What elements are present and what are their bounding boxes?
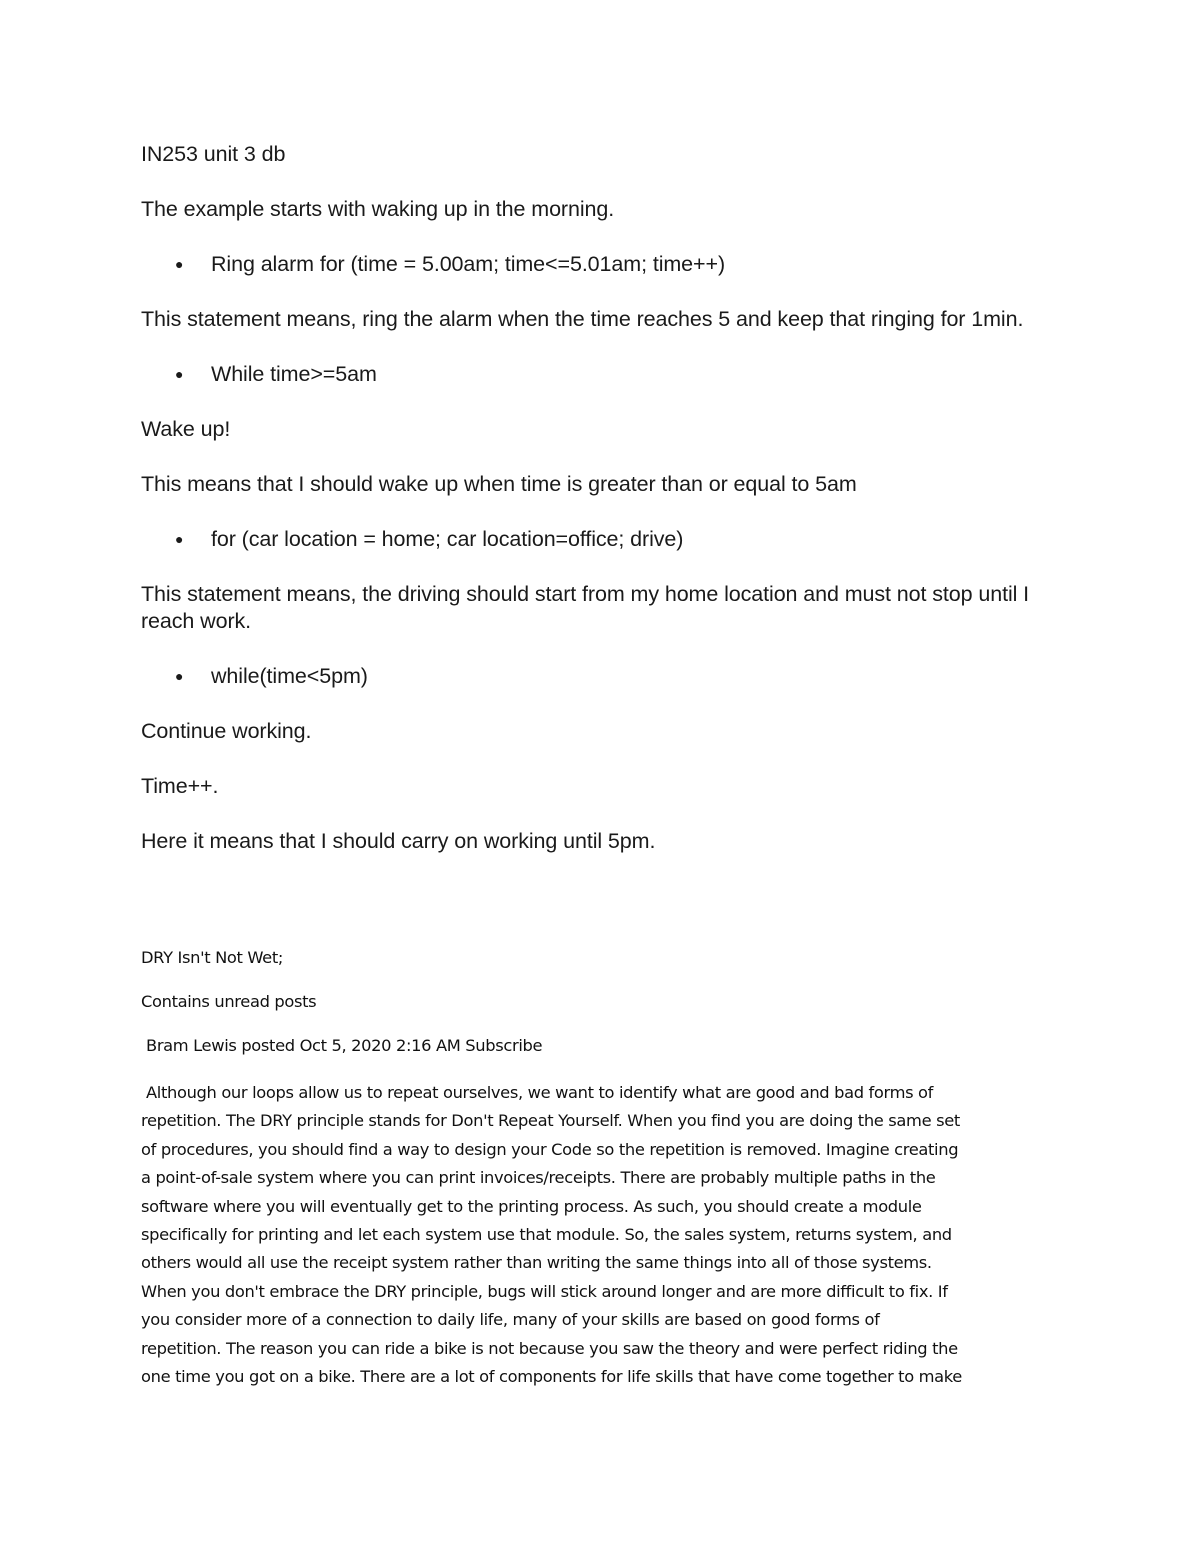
bullet-dot-icon: ● (175, 668, 184, 684)
bullet-text: While time>=5am (211, 362, 377, 386)
post-body-line: of procedures, you should find a way to design your Code so the repetition is removed. Imagine creating (141, 1139, 959, 1159)
post-body-line: repetition. The DRY principle stands for Don't Repeat Yourself. When you find you are doing the same set (141, 1111, 960, 1131)
explanation-paragraph: Here it means that I should carry on working until 5pm. (141, 829, 656, 853)
explanation-paragraph: This statement means, the driving should start from my home location and must not stop until I reach work. (141, 582, 1030, 633)
bullet-item (141, 526, 1061, 553)
explanation-paragraph: This statement means, ring the alarm when the time reaches 5 and keep that ringing for 1min. (141, 307, 1024, 331)
post-body-line: you consider more of a connection to daily life, many of your skills are based on good forms of (141, 1310, 880, 1330)
bullet-dot-icon: ● (175, 531, 184, 547)
post-body-line: others would all use the receipt system rather than writing the same things into all of those systems. (141, 1253, 932, 1273)
post-byline: Bram Lewis posted Oct 5, 2020 2:16 AM Subscribe (146, 1036, 543, 1055)
post-body-line: Although our loops allow us to repeat ourselves, we want to identify what are good and bad forms of (146, 1083, 934, 1102)
wake-paragraph: Wake up! (141, 417, 231, 441)
post-status: Contains unread posts (141, 992, 317, 1011)
bullet-item (141, 251, 1061, 278)
post-body-line: software where you will eventually get to the printing process. As such, you should create a module (141, 1196, 922, 1216)
bullet-text: Ring alarm for (time = 5.00am; time<=5.01am; time++) (211, 252, 726, 276)
section-spacer (141, 883, 1061, 947)
time-increment-paragraph: Time++. (141, 774, 219, 798)
explanation-paragraph: This means that I should wake up when time is greater than or equal to 5am (141, 472, 857, 496)
bullet-dot-icon: ● (175, 366, 184, 382)
continue-paragraph: Continue working. (141, 719, 312, 743)
document-title: IN253 unit 3 db (141, 142, 286, 166)
post-body-line: specifically for printing and let each system use that module. So, the sales system, returns system, and (141, 1225, 952, 1245)
bullet-dot-icon: ● (175, 256, 184, 272)
post-body-line: repetition. The reason you can ride a bike is not because you saw the theory and were perfect riding the (141, 1338, 958, 1358)
bullet-item (141, 663, 1061, 690)
post-body-line: When you don't embrace the DRY principle, bugs will stick around longer and are more difficult to fix. If (141, 1281, 948, 1301)
intro-paragraph: The example starts with waking up in the morning. (141, 197, 615, 221)
bullet-item (141, 361, 1061, 388)
post-body-line: a point-of-sale system where you can print invoices/receipts. There are probably multiple paths in the (141, 1168, 936, 1188)
post-heading: DRY Isn't Not Wet; (141, 948, 283, 967)
post-body (141, 1079, 1061, 1391)
post-body-line: one time you got on a bike. There are a lot of components for life skills that have come together to make (141, 1367, 962, 1387)
bullet-text: while(time<5pm) (211, 664, 368, 688)
document-content (141, 141, 1061, 1391)
bullet-text: for (car location = home; car location=office; drive) (211, 527, 684, 551)
